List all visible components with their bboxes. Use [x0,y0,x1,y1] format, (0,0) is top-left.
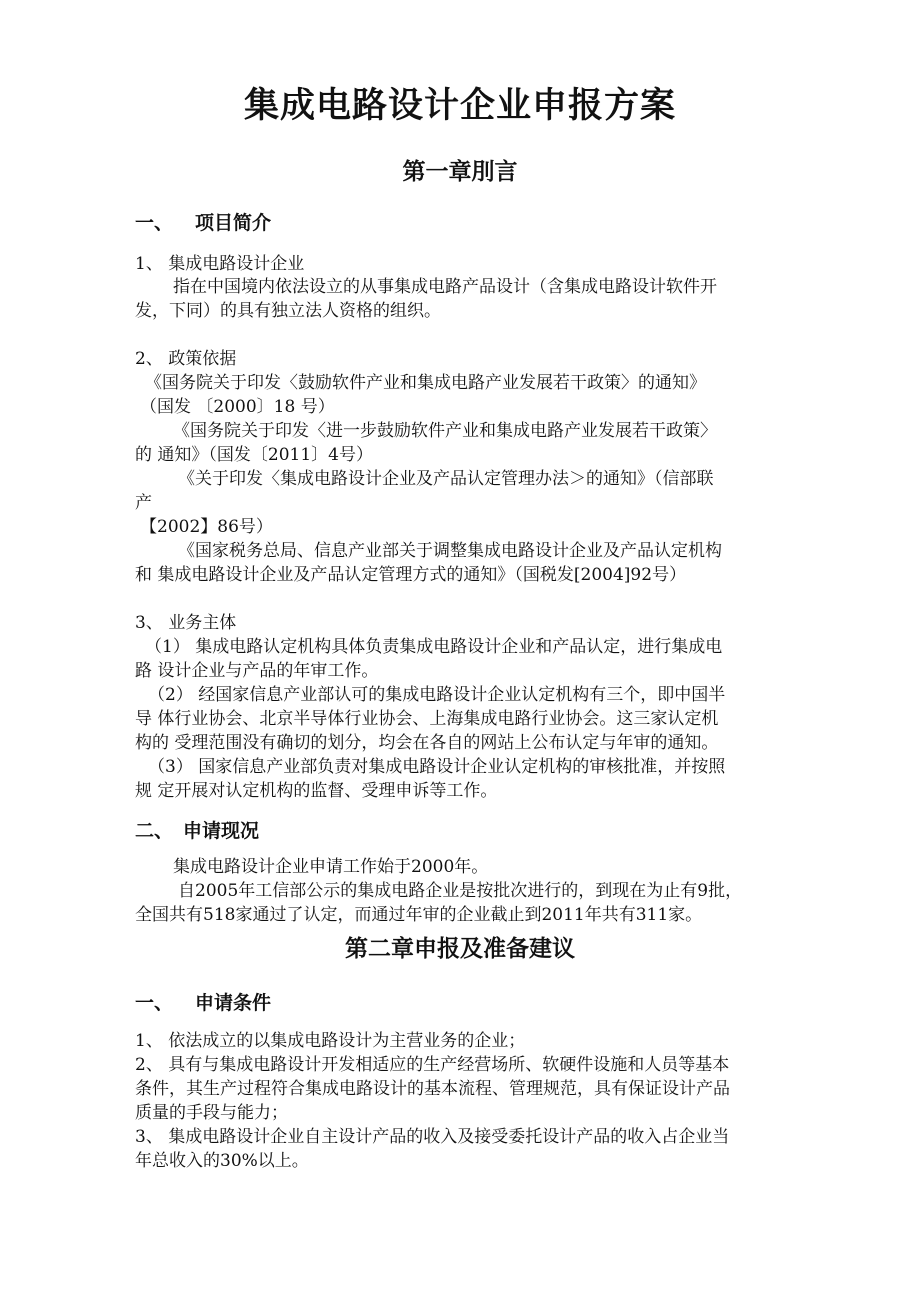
item-1-heading: 1、 集成电路设计企业 [135,254,305,274]
item-3-heading: 3、 业务主体 [135,613,237,633]
chapter-1-heading: 第一章刖言 [402,159,518,185]
item-1-text: 发，下同）的具有独立法人资格的组织。 [135,301,441,321]
section-title: 申请现况 [183,820,260,842]
business-line: 构的 受理范围没有确切的划分，均会在各自的网站上公布认定与年审的通知。 [135,733,719,753]
policy-line: 产 [135,493,152,513]
section-heading-status [135,818,259,844]
policy-line: 和 集成电路设计企业及产品认定管理方式的通知》（国税发[2004]92号） [135,565,687,585]
policy-line: 《国务院关于印发〈进一步鼓励软件产业和集成电路产业发展若干政策〉 [173,421,717,441]
document-title: 集成电路设计企业申报方案 [243,86,676,126]
policy-line: 《关于印发〈集成电路设计企业及产品认定管理办法＞的通知》（信部联 [178,469,714,489]
section-heading-conditions [135,990,271,1016]
policy-line: 【2002】86号） [140,517,273,537]
business-line: 路 设计企业与产品的年审工作。 [135,661,379,681]
condition-line: 年总收入的30%以上。 [135,1151,309,1171]
item-1-text: 指在中国境内依法设立的从事集成电路产品设计（含集成电路设计软件开 [173,277,717,297]
business-line: （1） 集成电路认定机构具体负责集成电路设计企业和产品认定，进行集成电 [145,637,723,657]
policy-line: 《国务院关于印发〈鼓励软件产业和集成电路产业发展若干政策〉的通知》 [145,373,706,393]
business-line: （3） 国家信息产业部负责对集成电路设计企业认定机构的审核批准，并按照 [148,757,726,777]
policy-line: 的 通知》（国发〔2011〕4号） [135,445,373,465]
business-line: （2） 经国家信息产业部认可的集成电路设计企业认定机构有三个，即中国半 [148,685,726,705]
condition-line: 3、 集成电路设计企业自主设计产品的收入及接受委托设计产品的收入占企业当 [135,1127,730,1147]
chapter-2-heading: 第二章申报及准备建议 [345,936,575,962]
section-title: 项目简介 [195,212,272,234]
business-line: 导 体行业协会、北京半导体行业协会、上海集成电路行业协会。这三家认定机 [135,709,719,729]
item-2-heading: 2、 政策依据 [135,349,237,369]
section-number: 二、 [135,820,174,842]
policy-line: （国发 〔2000〕18 号） [140,397,335,417]
section-title: 申请条件 [195,992,272,1014]
condition-line: 1、 依法成立的以集成电路设计为主营业务的企业； [135,1031,526,1051]
section-heading-intro [135,210,271,236]
condition-line: 条件，其生产过程符合集成电路设计的基本流程、管理规范，具有保证设计产品 [135,1079,730,1099]
policy-line: 《国家税务总局、信息产业部关于调整集成电路设计企业及产品认定机构 [178,541,722,561]
business-line: 规 定开展对认定机构的监督、受理申诉等工作。 [135,781,498,801]
section-number: 一、 [135,212,174,234]
status-line: 全国共有518家通过了认定，而通过年审的企业截止到2011年共有311家。 [135,905,703,925]
status-line: 集成电路设计企业申请工作始于2000年。 [173,857,489,877]
section-number: 一、 [135,992,174,1014]
condition-line: 2、 具有与集成电路设计开发相适应的生产经营场所、软硬件设施和人员等基本 [135,1055,730,1075]
status-line: 自2005年工信部公示的集成电路企业是按批次进行的，到现在为止有9批， [178,881,743,901]
condition-line: 质量的手段与能力； [135,1103,288,1123]
